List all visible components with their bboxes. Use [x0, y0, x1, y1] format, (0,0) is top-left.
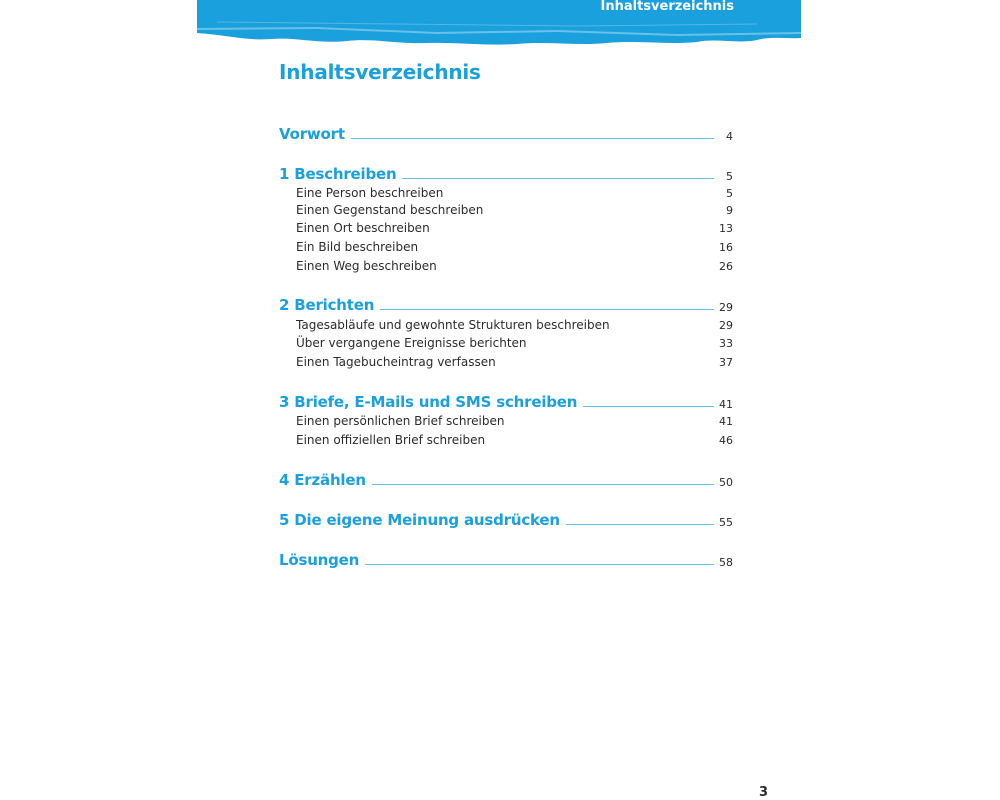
toc-page-number: 50: [719, 476, 733, 489]
toc-label: Einen Weg beschreiben: [296, 259, 437, 273]
toc-leader-line: [402, 177, 714, 179]
toc-page-number: 9: [726, 204, 733, 217]
toc-chapter-row[interactable]: [279, 296, 733, 314]
toc-page-number: 46: [719, 434, 733, 447]
toc-page-number: 29: [719, 301, 733, 314]
toc-label: Ein Bild beschreiben: [296, 240, 419, 254]
toc-page-number: 41: [719, 398, 733, 411]
page-title: Inhaltsverzeichnis: [279, 60, 481, 84]
toc-leader-line: [351, 137, 714, 139]
toc-page-number: 5: [726, 187, 733, 200]
toc-entry-row[interactable]: [296, 318, 733, 332]
toc-page-number: 4: [726, 130, 733, 143]
toc-label: Tagesabläufe und gewohnte Strukturen beschreiben: [296, 318, 610, 332]
toc-entry-row[interactable]: [296, 355, 733, 369]
toc-entry-row[interactable]: [296, 336, 733, 350]
toc-entry-row[interactable]: [296, 221, 733, 235]
toc-page-number: 41: [719, 415, 733, 428]
toc-entry-row[interactable]: [296, 433, 733, 447]
toc-chapter-row[interactable]: [279, 551, 733, 569]
toc-leader-line: [566, 523, 714, 525]
toc-entry-row[interactable]: [296, 414, 733, 428]
toc-page-number: 26: [719, 260, 733, 273]
toc-label: 5 Die eigene Meinung ausdrücken: [279, 511, 560, 529]
toc-label: Einen offiziellen Brief schreiben: [296, 433, 486, 447]
toc-label: Über vergangene Ereignisse berichten: [296, 336, 527, 350]
toc-label: Vorwort: [279, 125, 345, 143]
toc-entry-row[interactable]: [296, 259, 733, 273]
toc-chapter-row[interactable]: [279, 125, 733, 143]
toc-leader-line: [583, 405, 714, 407]
toc-page-number: 58: [719, 556, 733, 569]
toc-label: 3 Briefe, E-Mails und SMS schreiben: [279, 393, 578, 411]
toc-label: Einen Ort beschreiben: [296, 221, 430, 235]
toc-label: Einen persönlichen Brief schreiben: [296, 414, 505, 428]
toc-chapter-row[interactable]: [279, 511, 733, 529]
toc-page-number: 33: [719, 337, 733, 350]
toc-label: Eine Person beschreiben: [296, 186, 444, 200]
toc-page-number: 16: [719, 241, 733, 254]
toc-label: 1 Beschreiben: [279, 165, 397, 183]
toc-page-number: 5: [726, 170, 733, 183]
toc-page-number: 29: [719, 319, 733, 332]
toc-label: Einen Gegenstand beschreiben: [296, 203, 484, 217]
toc-entry-row[interactable]: [296, 240, 733, 254]
toc-page-number: 13: [719, 222, 733, 235]
toc-entry-row[interactable]: [296, 186, 733, 200]
toc-chapter-row[interactable]: [279, 165, 733, 183]
toc-entry-row[interactable]: [296, 203, 733, 217]
toc-label: Einen Tagebucheintrag verfassen: [296, 355, 496, 369]
toc-leader-line: [365, 563, 714, 565]
header-banner: [197, 0, 801, 48]
toc-label: 4 Erzählen: [279, 471, 366, 489]
toc-leader-line: [380, 308, 714, 310]
page-number: 3: [759, 785, 769, 800]
toc-label: Lösungen: [279, 551, 360, 569]
toc-label: 2 Berichten: [279, 296, 375, 314]
toc-page-number: 37: [719, 356, 733, 369]
header-title: Inhaltsverzeichnis: [600, 0, 734, 14]
toc-page-number: 55: [719, 516, 733, 529]
toc-leader-line: [372, 483, 714, 485]
toc-chapter-row[interactable]: [279, 393, 733, 411]
toc-chapter-row[interactable]: [279, 471, 733, 489]
